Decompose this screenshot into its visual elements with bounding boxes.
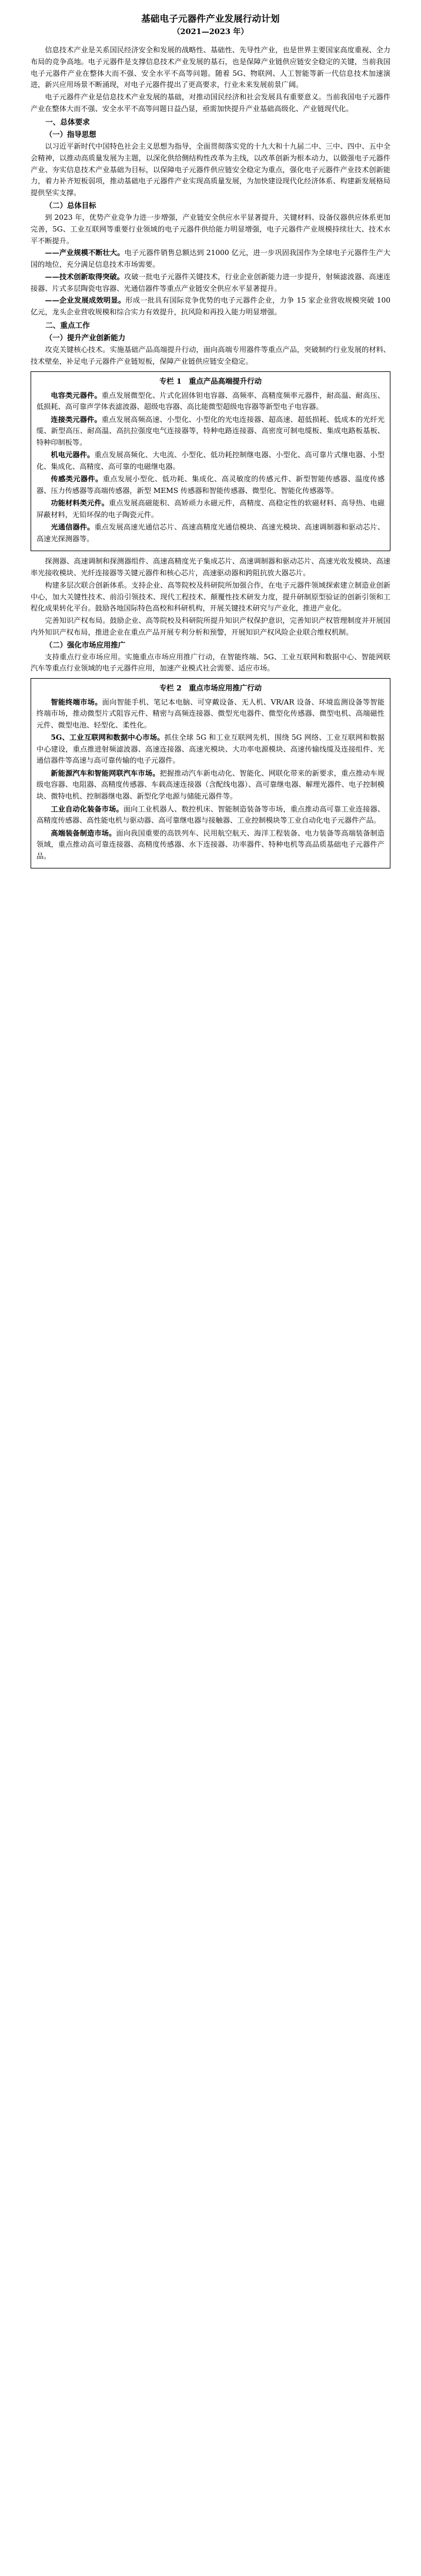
box1-item-4-lead: 传感类元器件。 <box>51 475 103 484</box>
box2-item-4-lead: 工业自动化装备市场。 <box>51 804 123 813</box>
box1-tail-paragraph: 探测器、高速调制和探测器组件、高速高精度光子集成芯片、高速调制器和驱动芯片、高速光收发模块、高速率光接收模块、光纤连接器等关键元器件和核心芯片，高速驱动器和跨阻抗放大器芯片。 <box>31 557 390 578</box>
box1-item-2-lead: 连接类元器件。 <box>51 415 102 424</box>
section-subheading-1-1: （一）指导思想 <box>45 130 96 139</box>
goal-item-2-lead: ——技术创新取得突破。 <box>45 272 125 281</box>
intro-paragraph-1: 信息技术产业是关系国民经济安全和发展的战略性、基础性、先导性产业，也是世界主要国家高度重视、全力布局的竞争高地。电子元器件是支撑信息技术产业发展的基石，也是保障产业链供应链安全稳定的关键，当前我国电子元器件产业在整体大而不强、安全水平不高等问题。随着 5G、物联网、人工智能等新一代信息技术加速演进，新兴应用场景不断涌现，对电子元器件提出了更高要求，行业未来发展前景广阔。 <box>31 46 390 89</box>
box1-item-5 <box>36 498 385 521</box>
page-subtitle: （2021—2023 年） <box>172 28 249 37</box>
section-subheading-2-2: （二）强化市场应用推广 <box>45 640 126 649</box>
section-heading-2: 二、重点工作 <box>45 320 90 330</box>
box2-item-2 <box>36 732 385 767</box>
section-subheading-2-1: （一）提升产业创新能力 <box>45 333 126 343</box>
goal-item-3 <box>31 295 390 318</box>
box1-item-5-text: 重点发展高磁能积、高矫顽力永磁元件，高精度、高稳定性的软磁材料、高导热、电磁屏蔽材料，无铅环保的电子陶瓷元件。 <box>36 499 385 519</box>
goal-item-2 <box>31 271 390 295</box>
goal-item-2-text: 攻破一批电子元器件关键技术，行业企业创新能力进一步提升，射频滤波器、高速连接器、片式多层陶瓷电容器、光通信器件等重点产业链安全供应水平显著提升。 <box>31 272 391 293</box>
box2-item-4 <box>36 804 385 827</box>
box1-item-6-lead: 光通信器件。 <box>51 523 95 532</box>
box2-item-5 <box>36 828 385 863</box>
box1-item-6 <box>36 522 385 545</box>
goal-item-3-lead: ——企业发展成效明显。 <box>45 296 126 305</box>
box1-item-1-lead: 电容类元器件。 <box>51 391 102 400</box>
box1-item-1 <box>36 390 385 413</box>
document-page <box>0 0 421 891</box>
box2-item-2-text: 抓住全球 5G 和工业互联网先机，围绕 5G 网络、工业互联网和数据中心建设，重点推进射频滤波器、高速连接器、高速光模块、大功率电源模块、高速传输线缆及连接组件、光通信器件等高速与高可靠传输的电子元器件。 <box>36 733 385 765</box>
box2-item-1-text: 面向智能手机、笔记本电脑、可穿戴设备、无人机、VR/AR 设备、环境监测设备等智能终端市场，推动微型片式阻容元件、精密与高频连接器、微型光电器件、微型化传感器、微型电机、高端磁性元件、微型电池、轻型化、柔性化。 <box>36 697 385 729</box>
callout-box-1-title: 专栏 1 重点产品高端提升行动 <box>159 376 262 385</box>
box2-item-1-lead: 智能终端市场。 <box>51 697 102 706</box>
box2-item-4-text: 面向工业机器人、数控机床、智能制造装备等市场，重点推动高可靠工业连接器、高精度传感器、高性能电机与驱动器、高可靠继电器与接触器、工业控制模块等工业自动化电子元器件产品。 <box>36 804 385 825</box>
section-1-1-paragraph: 以习近平新时代中国特色社会主义思想为指导，全面贯彻落实党的十九大和十九届二中、三中、四中、五中全会精神，以推动高质量发展为主题，以深化供给侧结构性改革为主线，以改革创新为根本动力，以做强电子元器件产业、夯实信息技术产业基础为目标，以保障电子元器件供应链安全稳定为重点，强化电子元器件产业技术创新能力，着力补齐短板弱项，推动基础电子元器件产业实现高质量发展，为加快建设现代化经济体系、构建新发展格局提供坚实支撑。 <box>31 142 390 197</box>
box1-item-3-text: 重点发展高频化、大电流、小型化、低功耗控制继电器、小型化、高可靠片式继电器、小型化、集成化、高精度、高可靠的电磁继电器。 <box>36 451 385 471</box>
box2-item-1 <box>36 697 385 732</box>
page-title: 基础电子元器件产业发展行动计划 <box>141 13 280 24</box>
box1-item-4 <box>36 474 385 497</box>
intro-paragraph-2: 电子元器件产业是信息技术产业发展的基础，对推动国民经济和社会发展具有重要意义。当前我国电子元器件产业在整体大而不强、安全水平不高等问题日益凸显，亟需加快提升产业基础高级化、产业链现代化。 <box>31 93 390 113</box>
box2-item-3 <box>36 768 385 803</box>
box2-item-2-lead: 5G、工业互联网和数据中心市场。 <box>51 733 165 742</box>
callout-box-2 <box>31 678 390 868</box>
box2-item-5-text: 面向我国重要的高铁列车、民用航空航天、海洋工程装备、电力装备等高端装备制造领域，重点推动高可靠连接器、高精度传感器、水下连接器、功率器件、特种电机等高品质基础电子元器件产品。 <box>36 829 385 860</box>
section-heading-1: 一、总体要求 <box>45 117 90 126</box>
box1-item-5-lead: 功能材料类元件。 <box>51 499 109 508</box>
box1-item-2-text: 重点发展高频高速、小型化、小型化的光电连接器、超高速、超低损耗、低成本的光纤光缆、新型高压、耐高温、高抗拉强度电气连接器等，特种电路连接器、高密度可制电缆板、集成电路板基板、特种印制板等。 <box>36 415 385 447</box>
goal-item-1 <box>31 247 390 271</box>
goal-item-1-text: 电子元器件销售总额达到 21000 亿元，进一步巩固我国作为全球电子元器件生产大国的地位，充分满足信息技术市场需要。 <box>31 249 390 269</box>
box1-item-3 <box>36 450 385 472</box>
box2-item-5-lead: 高端装备制造市场。 <box>51 829 116 837</box>
box1-item-6-text: 重点发展高速光通信芯片、高速高精度光通信模块、高速光模块、高速调制器和驱动芯片、高速光探测器等。 <box>36 523 385 543</box>
box1-item-2 <box>36 414 385 449</box>
section-2-1-paragraph: 攻克关键核心技术。实施基础产品高端提升行动，面向高端专用器件等重点产品，突破制约行业发展的材料、技术壁垒，补足电子元器件产业链短板，保障产业链供应链安全稳定。 <box>31 346 390 366</box>
box2-item-3-text: 把握推动汽车新电动化、智能化、网联化带来的新要求，重点推动车规级电容器、电阻器、高精度传感器、车载高速连接器（含配线电器）、高可靠继电器、解理光器件、电子控制模块、微特电机、控制器继电器、新型化学电源与储能元器件等。 <box>36 769 385 800</box>
goal-item-3-text: 形成一批具有国际竞争优势的电子元器件企业，力争 15 家企业营收规模突破 100 亿元，龙头企业营收规模和综合实力有效提升，抗风险和再投入能力明显增强。 <box>31 296 390 317</box>
after-box1-paragraph-2: 完善知识产权布局。鼓励企业、高等院校及科研院所提升知识产权保护意识，完善知识产权管理制度并开展国内外知识产权布局，推进企业在重点产品开展专利分析和预警，开展知识产权风险企业联合维权机制。 <box>31 616 390 636</box>
box1-item-1-text: 重点发展微型化、片式化固体钽电容器、高频率、高精度频率元器件，耐高温、耐高压、低损耗、高可靠声学体表滤波器、超级电容器、高比能微型超级电容器等新型电子电容器。 <box>36 391 385 411</box>
goal-intro: 到 2023 年，优势产业竞争力进一步增强，产业链安全供应水平显著提升，关键材料、设备仪器供应体系更加完善，5G、工业互联网等重要行业领域的电子元器件供给能力明显增强，电子元器件产业规模持续壮大、技术水平不断提升。 <box>31 213 390 245</box>
box1-item-4-text: 重点发展小型化、低功耗、集成化、高灵敏度的传感元件、新型智能传感器、温度传感器、压力传感器等高端传感器，新型 MEMS 传感器和智能传感器、微型化、智能化传感器等。 <box>36 475 385 495</box>
goal-item-1-lead: ——产业规模不断壮大。 <box>45 249 125 257</box>
callout-box-2-title: 专栏 2 重点市场应用推广行动 <box>159 683 262 693</box>
box1-item-3-lead: 机电元器件。 <box>51 451 95 459</box>
section-subheading-1-2: （二）总体目标 <box>45 200 96 210</box>
callout-box-1 <box>31 371 390 551</box>
after-box1-paragraph-1: 构建多层次联合创新体系。支持企业、高等院校及科研院所加强合作，在电子元器件领域探索建立制造业创新中心，加大关键性技术、前沿引领技术、现代工程技术、颠覆性技术研发力度，提升研制原型验证的创新引领和工程化成果转化平台。鼓励各地国际特色高校和科研机构，开展关键技术研究与产业化，推进产业化。 <box>31 581 390 613</box>
box2-item-3-lead: 新能源汽车和智能网联汽车市场。 <box>51 769 160 777</box>
section-2-2-paragraph: 支持重点行业市场应用。实施重点市场应用推广行动，在智能终端、5G、工业互联网和数据中心、智能网联汽车等重点行业领域的电子元器件应用，加速产业模式社会需要、适应市场。 <box>31 652 390 673</box>
